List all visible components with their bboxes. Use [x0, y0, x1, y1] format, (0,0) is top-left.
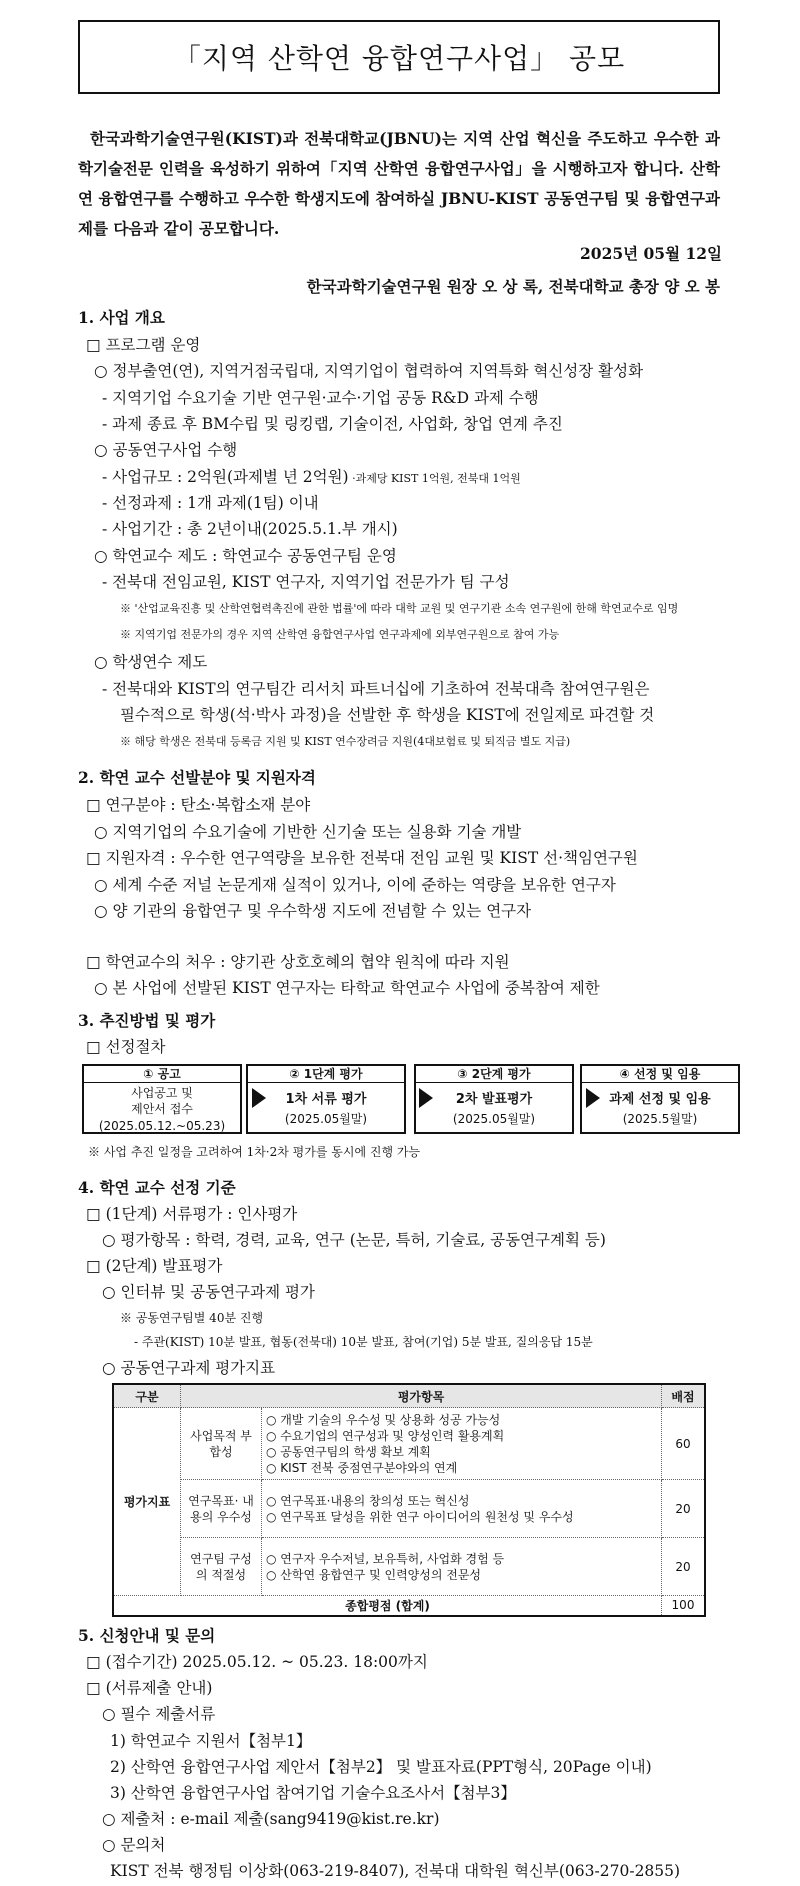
text-line: ○ 학연교수 제도 : 학연교수 공동연구팀 운영 [94, 547, 397, 565]
text-line: 3) 산학연 융합연구사업 참여기업 기술수요조사서【첨부3】 [110, 1784, 516, 1802]
score-cell: 20 [662, 1538, 706, 1596]
items-cell [262, 1538, 662, 1596]
list-item: ○ KIST 전북 중점연구분야와의 연계 [266, 1460, 657, 1476]
step-date: (2025.05월말) [452, 1112, 536, 1126]
category-cell: 연구목표· 내용의 우수성 [181, 1480, 262, 1538]
note-line: ※ '산업교육진흥 및 산학연협력촉진에 관한 법률'에 따라 대학 교원 및 연구기관 소속 연구원에 한해 학연교수로 임명 [120, 602, 679, 615]
section-5-title: 5. 신청안내 및 문의 [78, 1626, 216, 1645]
table-header: 구분 [113, 1384, 181, 1408]
score-cell: 20 [662, 1480, 706, 1538]
step-title: ④ 선정 및 임용 [582, 1066, 738, 1083]
list-item: ○ 연구목표 달성을 위한 연구 아이디어의 원천성 및 우수성 [266, 1509, 657, 1525]
list-item: ○ 개발 기술의 우수성 및 상용화 성공 가능성 [266, 1412, 657, 1428]
list-item: ○ 수요기업의 연구성과 및 양성인력 활용계획 [266, 1428, 657, 1444]
table-header: 평가항목 [181, 1384, 662, 1408]
text-line: ○ 평가항목 : 학력, 경력, 교육, 연구 (논문, 특허, 기술료, 공동연구계획 등) [102, 1231, 606, 1249]
items-cell [262, 1480, 662, 1538]
evaluation-table [112, 1383, 706, 1617]
items-cell [262, 1408, 662, 1480]
step-body: 사업공고 및 [131, 1086, 193, 1100]
text-span: - 사업규모 : 2억원(과제별 년 2억원) [102, 468, 349, 486]
text-line: 1) 학연교수 지원서【첨부1】 [110, 1732, 312, 1750]
step-body: 제안서 접수 [131, 1102, 193, 1116]
step-title: ③ 2단계 평가 [416, 1066, 572, 1083]
category-cell: 연구팀 구성의 적절성 [181, 1538, 262, 1596]
note-line: ※ 해당 학생은 전북대 등록금 지원 및 KIST 연수장려금 지원(4대보험료 및 퇴직금 별도 지급) [120, 735, 571, 748]
text-line: - 과제 종료 후 BM수립 및 링킹랩, 기술이전, 사업화, 창업 연계 추진 [102, 415, 563, 433]
text-line: □ 선정절차 [86, 1038, 166, 1056]
step-body: 2차 발표평가 [455, 1092, 533, 1107]
signer-line: 한국과학기술연구원 원장 오 상 록, 전북대학교 총장 양 오 봉 [306, 277, 720, 296]
text-line: ○ 양 기관의 융합연구 및 우수학생 지도에 전념할 수 있는 연구자 [94, 902, 532, 920]
text-line: □ (서류제출 안내) [86, 1679, 213, 1697]
intro-paragraph: 한국과학기술연구원(KIST)과 전북대학교(JBNU)는 지역 산업 혁신을 주도하고 우수한 과학기술전문 인력을 육성하기 위하여「지역 산학연 융합연구사업」을 시행하고자 합니다. 산학연 융합연구를 수행하고 우수한 학생지도에 참여하실 JBNU-KIST 공동연구팀 및 융합연구과제를 다음과 같이 공모합니다. [78, 129, 720, 238]
text-line: □ (1단계) 서류평가 : 인사평가 [86, 1205, 298, 1223]
step-body: 과제 선정 및 임용 [609, 1092, 711, 1107]
text-line [102, 465, 521, 487]
table-header: 배점 [662, 1384, 706, 1408]
list-item: ○ 공동연구팀의 학생 확보 계획 [266, 1444, 657, 1460]
text-line: - 지역기업 수요기술 기반 연구원·교수·기업 공동 R&D 과제 수행 [102, 389, 539, 407]
selection-process [82, 1064, 722, 1136]
list-item: ○ 연구자 우수저널, 보유특허, 사업화 경험 등 [266, 1551, 657, 1567]
section-2-title: 2. 학연 교수 선발분야 및 지원자격 [78, 768, 316, 787]
section-1-title: 1. 사업 개요 [78, 308, 165, 327]
text-line: ○ 문의처 [102, 1836, 166, 1854]
text-line: 2) 산학연 융합연구사업 제안서【첨부2】 및 발표자료(PPT형식, 20Page 이내) [110, 1758, 652, 1776]
step-date: (2025.5월말) [622, 1112, 698, 1126]
text-line: □ (접수기간) 2025.05.12. ~ 05.23. 18:00까지 [86, 1653, 428, 1671]
text-line: ○ 학생연수 제도 [94, 653, 208, 671]
step-title: ② 1단계 평가 [248, 1066, 404, 1083]
text-line: 필수적으로 학생(석·박사 과정)을 선발한 후 학생을 KIST에 전일제로 파견할 것 [120, 706, 655, 724]
text-line: ○ 필수 제출서류 [102, 1705, 216, 1723]
note-line: ※ 사업 추진 일정을 고려하여 1차·2차 평가를 동시에 진행 가능 [88, 1145, 421, 1159]
step-first-review [246, 1064, 406, 1134]
total-score: 100 [662, 1596, 706, 1616]
note-line: ※ 지역기업 전문가의 경우 지역 산학연 융합연구사업 연구과제에 외부연구원으로 참여 가능 [120, 628, 560, 641]
group-cell: 평가지표 [113, 1408, 181, 1596]
step-date: (2025.05.12.~05.23) [98, 1119, 226, 1133]
step-title: ① 공고 [84, 1066, 240, 1083]
note-line: - 주관(KIST) 10분 발표, 협동(전북대) 10분 발표, 참여(기업) 5분 발표, 질의응답 15분 [134, 1335, 593, 1349]
text-line: ○ 공동연구사업 수행 [94, 441, 238, 459]
step-second-review [414, 1064, 574, 1134]
notice-date: 2025년 05월 12일 [580, 244, 722, 263]
notice-title: 「지역 산학연 융합연구사업」 공모 [78, 20, 720, 94]
text-line: - 전북대와 KIST의 연구팀간 리서치 파트너십에 기초하여 전북대측 참여연구원은 [102, 680, 650, 698]
text-line: - 선정과제 : 1개 과제(1팀) 이내 [102, 494, 319, 512]
score-cell: 60 [662, 1408, 706, 1480]
list-item: ○ 연구목표·내용의 창의성 또는 혁신성 [266, 1493, 657, 1509]
step-announcement [82, 1064, 242, 1134]
note-line: ※ 공동연구팀별 40분 진행 [120, 1311, 264, 1325]
step-body: 1차 서류 평가 [285, 1092, 367, 1107]
list-item: ○ 산학연 융합연구 및 인력양성의 전문성 [266, 1567, 657, 1583]
total-label: 종합평점 (합계) [113, 1596, 662, 1616]
category-cell: 사업목적 부합성 [181, 1408, 262, 1480]
text-line: ○ 인터뷰 및 공동연구과제 평가 [102, 1283, 315, 1301]
note-span: ·과제당 KIST 1억원, 전북대 1억원 [348, 472, 521, 485]
contact-line: KIST 전북 행정팀 이상화(063-219-8407), 전북대 대학원 혁신부(063-270-2855) [110, 1862, 681, 1880]
text-line: □ 프로그램 운영 [86, 336, 201, 354]
section-4-title: 4. 학연 교수 선정 기준 [78, 1178, 236, 1197]
text-line: □ 지원자격 : 우수한 연구역량을 보유한 전북대 전임 교원 및 KIST 선·책임연구원 [86, 849, 638, 867]
text-line: ○ 세계 수준 저널 논문게재 실적이 있거나, 이에 준하는 역량을 보유한 연구자 [94, 876, 616, 894]
text-line: - 사업기간 : 총 2년이내(2025.5.1.부 개시) [102, 520, 398, 538]
text-line: - 전북대 전임교원, KIST 연구자, 지역기업 전문가가 팀 구성 [102, 573, 510, 591]
text-line: ○ 지역기업의 수요기술에 기반한 신기술 또는 실용화 기술 개발 [94, 823, 522, 841]
text-line: □ 연구분야 : 탄소·복합소재 분야 [86, 796, 311, 814]
email-line: ○ 제출처 : e-mail 제출(sang9419@kist.re.kr) [102, 1810, 440, 1828]
text-line: □ 학연교수의 처우 : 양기관 상호호혜의 협약 원칙에 따라 지원 [86, 953, 510, 971]
text-line: ○ 정부출연(연), 지역거점국립대, 지역기업이 협력하여 지역특화 혁신성장 활성화 [94, 362, 644, 380]
step-date: (2025.05월말) [284, 1112, 368, 1126]
text-line: ○ 본 사업에 선발된 KIST 연구자는 타학교 학연교수 사업에 중복참여 제한 [94, 979, 600, 997]
step-selection [580, 1064, 740, 1134]
text-line: □ (2단계) 발표평가 [86, 1257, 223, 1275]
text-line: ○ 공동연구과제 평가지표 [102, 1359, 276, 1377]
section-3-title: 3. 추진방법 및 평가 [78, 1011, 216, 1030]
